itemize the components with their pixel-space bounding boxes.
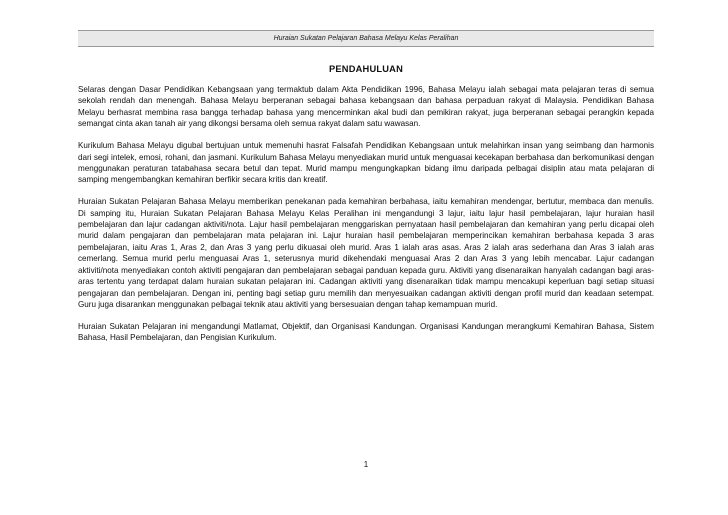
paragraph-1: Selaras dengan Dasar Pendidikan Kebangsaan yang termaktub dalam Akta Pendidikan 1996, Bahasa Melayu ialah sebagai mata pelajaran teras di semua sekolah rendah dan menengah. Bahasa Melayu berperanan sebagai bahasa kebangsaan dan bahasa perpaduan rakyat di Malaysia. Pendidikan Bahasa Melayu berhasrat membina rasa bangga terhadap bahasa yang mencerminkan akal budi dan pemikiran rakyat, juga berperanan sebagai perangkin kepada semangat cinta akan tanah air yang dikongsi bersama oleh semua rakyat dalam satu wawasan.	[78, 85, 654, 129]
body-text	[78, 84, 654, 354]
page-number: 1	[363, 460, 369, 469]
paragraph-4: Huraian Sukatan Pelajaran ini mengandungi Matlamat, Objektif, dan Organisasi Kandungan. Organisasi Kandungan merangkumi Kemahiran Bahasa, Sistem Bahasa, Hasil Pembelajaran, dan Pengisian Kurikulum.	[78, 321, 654, 343]
paragraph-2: Kurikulum Bahasa Melayu digubal bertujuan untuk memenuhi hasrat Falsafah Pendidikan Kebangsaan untuk melahirkan insan yang seimbang dan harmonis dari segi intelek, emosi, rohani, dan jasmani. Kurikulum Bahasa Melayu menyediakan murid untuk menguasai kecekapan berbahasa dan berkomunikasi dengan menggunakan peraturan tatabahasa secara betul dan tepat. Murid mampu mengungkapkan bidang ilmu daripada pelbagai disiplin atau mata pelajaran di samping mengembangkan kemahiran berfikir secara kritis dan kreatif.	[78, 141, 654, 185]
section-title: PENDAHULUAN	[329, 64, 403, 74]
paragraph-3: Huraian Sukatan Pelajaran Bahasa Melayu memberikan penekanan pada kemahiran berbahasa, iaitu kemahiran mendengar, bertutur, membaca dan menulis. Di samping itu, Huraian Sukatan Pelajaran Bahasa Melayu Kelas Peralihan ini mengandungi 3 lajur, iaitu lajur hasil pembelajaran, lajur huraian hasil pembelajaran dan lajur cadangan aktiviti/nota. Lajur hasil pembelajaran menggariskan pernyataan hasil pembelajaran dan kemahiran yang perlu dicapai oleh murid dalam pengajaran dan pembelajaran mata pelajaran ini. Lajur huraian hasil pembelajaran memperincikan kemahiran berbahasa kepada 3 aras pembelajaran, iaitu Aras 1, Aras 2, dan Aras 3 yang perlu dikuasai oleh murid. Aras 1 ialah aras asas. Aras 2 ialah aras sederhana dan Aras 3 ialah aras cemerlang. Semua murid perlu menguasai Aras 1, seterusnya murid dikehendaki menguasai Aras 2 dan Aras 3 yang lebih mencabar. Lajur cadangan aktiviti/nota menyediakan contoh aktiviti pengajaran dan pembelajaran sebagai panduan kepada guru. Aktiviti yang disenaraikan hanyalah cadangan bagi aras-aras tertentu yang terdapat dalam huraian sukatan pelajaran ini. Cadangan aktiviti yang disenaraikan tidak mampu mencakupi keperluan bagi setiap situasi pengajaran dan pembelajaran. Dengan ini, penting bagi setiap guru memilih dan menyesuaikan cadangan aktiviti dengan profil murid dan keadaan setempat. Guru juga disarankan menggunakan pelbagai teknik atau aktiviti yang bersesuaian dengan tahap kemampuan murid.	[78, 197, 654, 309]
running-header: Huraian Sukatan Pelajaran Bahasa Melayu Kelas Peralihan	[78, 30, 654, 47]
